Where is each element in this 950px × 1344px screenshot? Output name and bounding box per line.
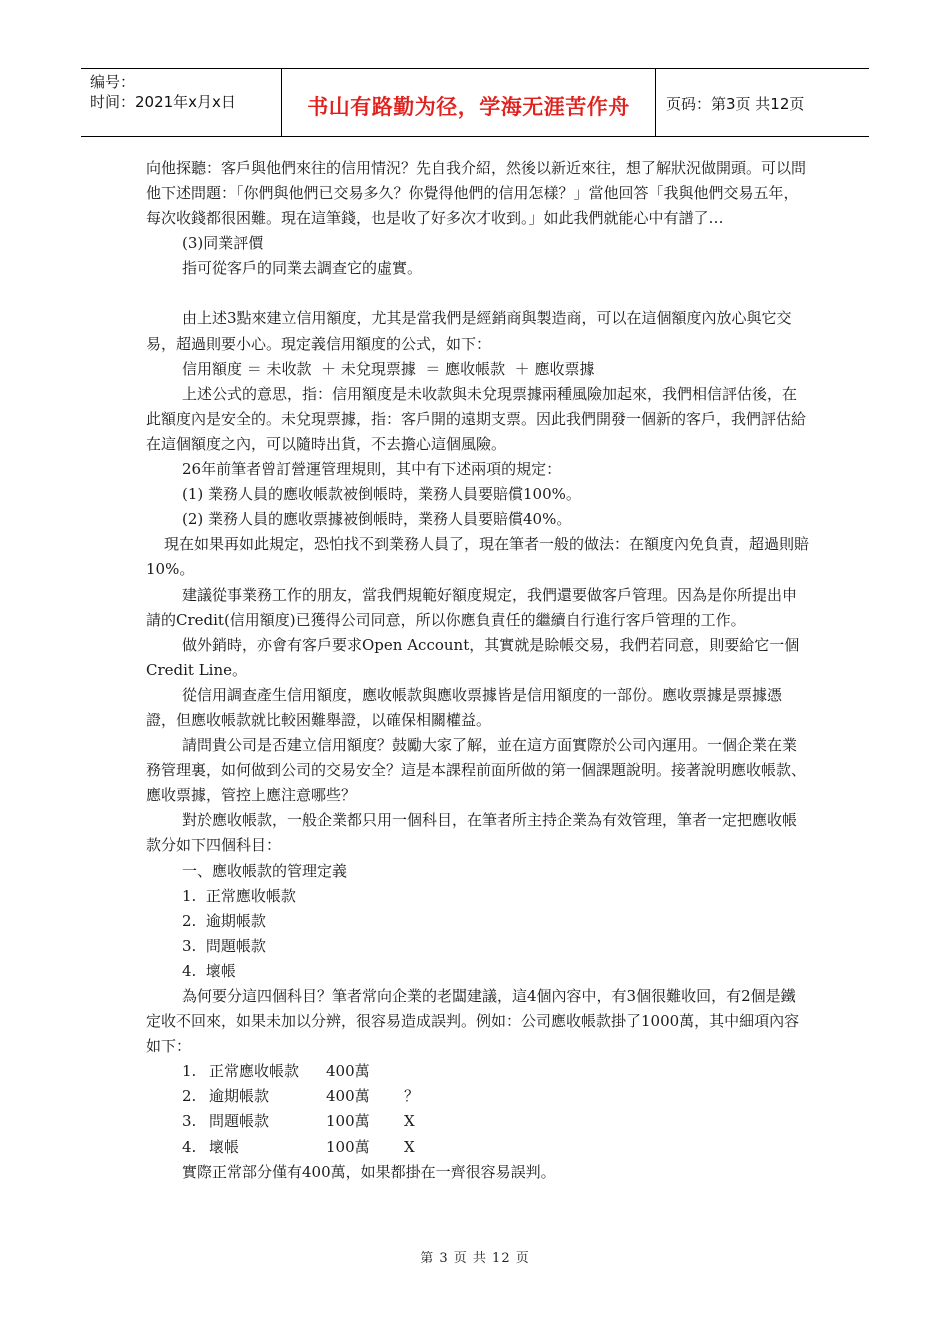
time-label: 时间：2021年x月x日 [90,93,236,111]
row-mark: ？ [404,1087,420,1106]
header-motto: 书山有路勤为径，学海无涯苦作舟 [282,69,656,136]
row-amount: 400萬 [326,1062,370,1081]
table-row [146,1059,810,1084]
row-mark: X [404,1112,415,1131]
document-body [146,156,810,1185]
paragraph: 為何要分這四個科目？筆者常向企業的老闆建議，這4個內容中，有3個很難收回，有2個是鐵定收不回來，如果未加以分辨，很容易造成誤判。例如：公司應收帳款掛了1000萬，其中細項內容如下： [146,987,800,1056]
list-item: 2. 逾期帳款 [182,911,266,930]
row-number: 4. [182,1137,197,1156]
table-row [146,1135,810,1160]
paragraph: 建議從事業務工作的朋友，當我們規範好額度規定，我們還要做客戶管理。因為是你所提出申請的Credit(信用額度)已獲得公司同意，所以你應負責任的繼續自行進行客戶管理的工作。 [146,585,798,629]
rule-item: (1) 業務人員的應收帳款被倒帳時，業務人員要賠償100%。 [182,485,581,504]
paragraph: 請問貴公司是否建立信用額度？鼓勵大家了解，並在這方面實際於公司內運用。一個企業在業務管理裏，如何做到公司的交易安全？這是本課程前面所做的第一個課題說明。接著說明應收帳款、應收票據，管控上應注意哪些？ [146,736,807,805]
paragraph: 26年前筆者曾訂營運管理規則，其中有下述兩項的規定： [182,460,562,479]
paragraph: 由上述3點來建立信用額度，尤其是當我們是經銷商與製造商，可以在這個額度內放心與它交易，超過則要小心。現定義信用額度的公式，如下： [146,309,792,353]
row-name: 問題帳款 [209,1112,270,1131]
paragraph: 指可從客戶的同業去調查它的虛實。 [182,259,423,278]
row-amount: 400萬 [326,1087,370,1106]
row-amount: 100萬 [326,1137,370,1156]
page-header [81,68,869,137]
paragraph: 從信用調查產生信用額度，應收帳款與應收票據皆是信用額度的一部份。應收票據是票據憑證，但應收帳款就比較困難舉證，以確保相關權益。 [146,685,783,729]
page-footer: 第 3 页 共 12 页 [420,1251,530,1266]
row-name: 逾期帳款 [209,1087,270,1106]
number-label: 编号： [90,73,136,91]
section-heading: 一、應收帳款的管理定義 [182,861,348,880]
formula: 信用額度 ＝ 未收款 ＋ 未兌現票據 ＝ 應收帳款 ＋ 應收票據 [182,359,595,378]
paragraph: 實際正常部分僅有400萬，如果都掛在一齊很容易誤判。 [182,1162,556,1181]
list-item: 4. 壞帳 [182,961,236,980]
list-item: 3. 問題帳款 [182,936,266,955]
row-number: 1. [182,1062,197,1081]
rule-item: (2) 業務人員的應收票據被倒帳時，業務人員要賠償40%。 [182,510,572,529]
table-row [146,1109,810,1134]
row-number: 3. [182,1112,197,1131]
paragraph: 向他探聽：客戶與他們來往的信用情況？先自我介紹，然後以新近來往，想了解狀況做開頭。可以問他下述問題：「你們與他們已交易多久？你覺得他們的信用怎樣？」當他回答「我與他們交易五年，每次收錢都很困難。現在這筆錢，也是收了好多次才收到。」如此我們就能心中有譜了… [146,159,807,228]
paragraph: 上述公式的意思，指：信用額度是未收款與未兌現票據兩種風險加起來，我們相信評估後，在此額度內是安全的。未兌現票據，指：客戶開的遠期支票。因此我們開發一個新的客戶，我們評估給在這個額度之內，可以隨時出貨，不去擔心這個風險。 [146,384,807,453]
header-meta [81,69,282,136]
row-number: 2. [182,1087,197,1106]
row-name: 正常應收帳款 [209,1062,300,1081]
row-amount: 100萬 [326,1112,370,1131]
section-heading: (3)同業評價 [182,234,264,253]
row-mark: X [404,1137,415,1156]
paragraph: 做外銷時，亦會有客戶要求Open Account，其實就是賒帳交易，我們若同意，則要給它一個Credit Line。 [146,635,800,679]
paragraph: 現在如果再如此規定，恐怕找不到業務人員了，現在筆者一般的做法：在額度內免負責，超過則賠10%。 [146,535,810,579]
row-name: 壞帳 [209,1137,240,1156]
paragraph: 對於應收帳款，一般企業都只用一個科目，在筆者所主持企業為有效管理，筆者一定把應收帳款分如下四個科目： [146,811,798,855]
list-item: 1. 正常應收帳款 [182,886,296,905]
header-page-number: 页码：第3页 共12页 [666,95,805,113]
table-row [146,1084,810,1109]
